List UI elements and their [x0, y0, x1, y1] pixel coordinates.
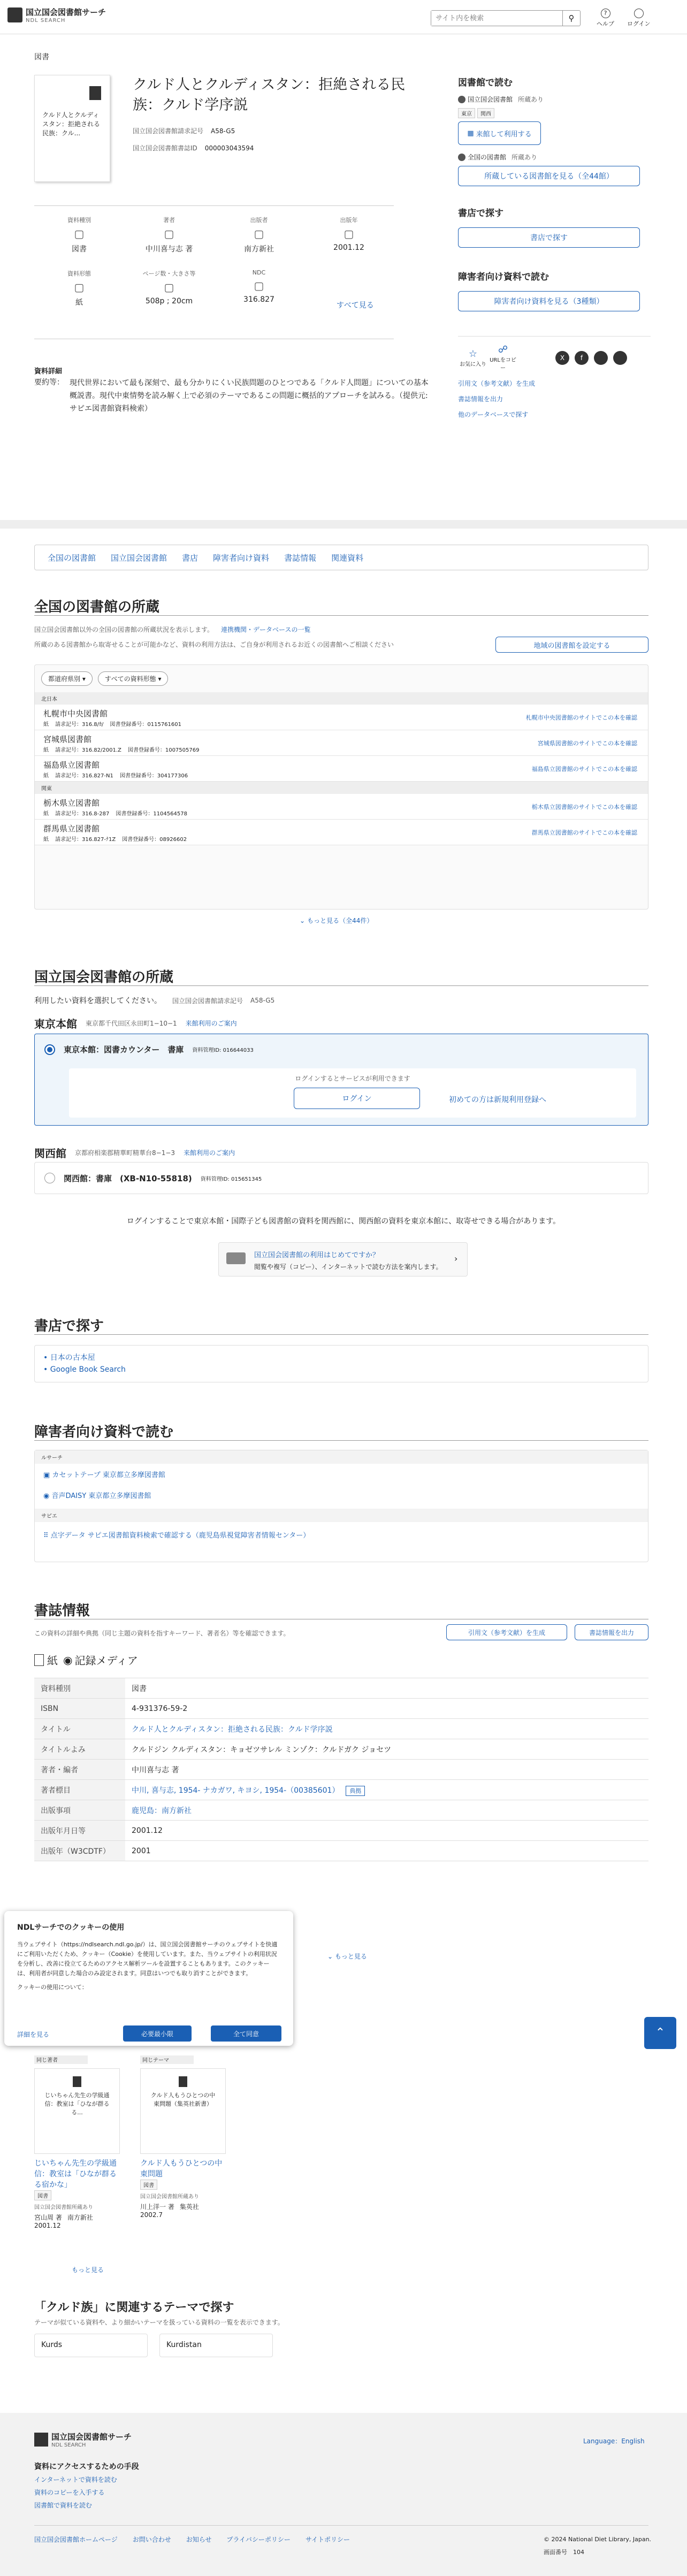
- related-availability: 国立国会図書館所蔵あり: [140, 2194, 199, 2200]
- authority-button[interactable]: 典拠: [346, 1786, 365, 1796]
- bib-value-cell: [125, 1719, 648, 1739]
- library-code: 図書登録番号：1007505769: [127, 747, 200, 753]
- facet-6: [214, 269, 304, 323]
- related-thumb: [34, 2068, 120, 2154]
- bib-value-cell: [125, 1841, 648, 1861]
- tokyo-address: 東京都千代田区永田町1−10−1: [86, 1020, 177, 1027]
- ndl-call-label: 国立国会図書館請求記号: [172, 997, 243, 1005]
- library-row: [35, 794, 648, 820]
- group-label: サピエ: [35, 1509, 648, 1522]
- bib-row: [34, 1699, 648, 1719]
- theme-note: テーマが似ている資料や、より細かいテーマを扱っている資料の一覧を表示できます。: [34, 2319, 284, 2326]
- bib-value: 中川, 喜与志, 1954- ナカガワ, キヨシ, 1954-（00385601）: [132, 1786, 340, 1795]
- accessible-item[interactable]: [35, 1464, 648, 1485]
- group-label: ルサーチ: [35, 1450, 648, 1464]
- related-thumb-text: じいちゃん先生の学級通信：教室は「ひなが群るる...: [44, 2092, 110, 2116]
- bib-value: 中川喜与志 著: [132, 1765, 179, 1775]
- ruler-icon: ▢: [164, 281, 174, 294]
- library-form: 紙: [43, 837, 49, 843]
- login-label: ログイン: [627, 20, 651, 27]
- logo-title: 国立国会図書館サーチ: [26, 7, 106, 17]
- tokyo-item-id: 資料管理ID: 016644033: [192, 1048, 254, 1053]
- library-icon: [458, 154, 465, 161]
- ndl-call-value: A58-G5: [250, 997, 275, 1004]
- accessible-item-label: カセットテープ 東京都立多摩図書館: [52, 1471, 165, 1479]
- summary-heading: 資料詳細: [34, 368, 63, 376]
- related-form: 図書: [140, 2180, 157, 2190]
- cookie-note: クッキーの使用について：: [17, 1984, 88, 1991]
- library-call: 請求記号：316.8-287: [55, 811, 110, 817]
- tokyo-radio[interactable]: [44, 1044, 55, 1055]
- footer-bottom-link[interactable]: お知らせ: [186, 2536, 212, 2543]
- register-link[interactable]: 初めての方は新規利用登録へ: [449, 1096, 546, 1104]
- bib-value-cell: [125, 1780, 648, 1800]
- region-button[interactable]: 地域の図書館を設定する: [495, 637, 648, 653]
- region-label: 関東: [35, 782, 648, 794]
- screen-number: 画面番号 104: [544, 2549, 584, 2556]
- kansai-address: 京都府相楽郡精華町精華台8−1−3: [75, 1149, 175, 1157]
- ndl-availability: 所蔵あり: [518, 96, 544, 103]
- bib-value: 鹿児島：南方新社: [132, 1806, 192, 1815]
- library-form: 紙: [43, 722, 49, 728]
- summary-text: 現代世界において最も深刻で、最も分かりにくい民族問題のひとつである「クルド人問題」についての基本概説書。現代中東情勢を読み解く上で必須のテーマであるこの問題に概括的アプローチを試みる。（提供元: サピエ図書館資料検索）: [70, 379, 429, 413]
- facet-1: [124, 216, 214, 269]
- bib-row: [34, 1760, 648, 1780]
- more-libraries-link[interactable]: [300, 916, 373, 925]
- facet-4: [34, 269, 124, 323]
- theme-heading: 「クルド族」に関連するテーマで探す: [34, 2301, 234, 2314]
- bib-value: 図書: [132, 1684, 147, 1693]
- bib-value-cell: [125, 1800, 648, 1821]
- facet-label: 出版者: [250, 217, 268, 224]
- bib-row: [34, 1841, 648, 1861]
- ndl-label: 国立国会図書館: [468, 96, 513, 103]
- help-label: ヘルプ: [597, 20, 614, 27]
- footer-bottom-link[interactable]: 国立国会図書館ホームページ: [34, 2536, 118, 2543]
- footer-link[interactable]: 資料のコピーを入手する: [34, 2489, 105, 2496]
- disc-icon: ◉: [63, 1653, 73, 1667]
- accessible-item[interactable]: [35, 1485, 648, 1505]
- kansai-option-card[interactable]: [34, 1162, 648, 1194]
- national-note: 国立国会図書館以外の全国の図書館の所蔵状況を表示します。: [34, 626, 214, 633]
- ndl-login-button[interactable]: ログイン: [294, 1088, 420, 1109]
- bib-key: タイトル: [34, 1719, 125, 1739]
- related-author-tag: 同じ著者: [34, 2055, 88, 2064]
- cite-link[interactable]: 引用文（参考文献）を生成: [458, 380, 536, 387]
- store-link-label: 日本の古本屋: [50, 1354, 95, 1362]
- related-book[interactable]: [140, 2068, 226, 2219]
- accessible-section-heading: 障害者向け資料で読む: [34, 1424, 174, 1440]
- facet-label: 資料種別: [67, 217, 91, 224]
- facet-value: 2001.12: [333, 243, 364, 252]
- section-divider: [0, 520, 687, 529]
- library-meta: [43, 809, 187, 817]
- help-button[interactable]: [597, 9, 614, 28]
- related-form: 図書: [34, 2190, 51, 2200]
- paper-icon: ▢: [74, 281, 85, 294]
- copy-url-button[interactable]: [488, 344, 518, 371]
- footer-bottom-link[interactable]: サイトポリシー: [305, 2536, 350, 2543]
- tab-5[interactable]: 関連資料: [331, 553, 364, 563]
- library-name: 福島県立図書館: [43, 760, 100, 770]
- related-title: じいちゃん先生の学級通信：教室は「ひなが群るる宿かな」: [34, 2159, 117, 2189]
- logo-subtitle: NDL SEARCH: [26, 18, 66, 24]
- footer-link[interactable]: インターネットで資料を読む: [34, 2476, 117, 2483]
- bib-value-cell: [125, 1678, 648, 1699]
- bib-id-label: 国立国会図書館書誌ID: [133, 144, 197, 152]
- login-note: ログインするとサービスが利用できます: [295, 1075, 410, 1082]
- footer-logo-title: 国立国会図書館サーチ: [51, 2432, 132, 2442]
- footer-logo-subtitle: NDL SEARCH: [51, 2442, 86, 2448]
- partners-link[interactable]: 連携機関・データベースの一覧: [221, 626, 311, 633]
- bib-value: 2001.12: [132, 1826, 163, 1835]
- library-form: 紙: [43, 773, 49, 779]
- library-call: 請求記号：316.8/ｶ/: [55, 722, 104, 728]
- book-icon: [73, 2076, 81, 2087]
- breadcrumb: 図書: [34, 53, 49, 62]
- bib-value-cell: [125, 1739, 648, 1760]
- cookie-necessary-button[interactable]: 必要最小限: [123, 2025, 192, 2042]
- facet-2: [214, 216, 304, 269]
- media-paper: 紙: [47, 1654, 58, 1667]
- related-publisher: 南方新社: [67, 2214, 93, 2221]
- accessible-item[interactable]: [35, 1522, 648, 1547]
- format-filter[interactable]: すべての資料形態 ▾: [98, 671, 169, 686]
- kansai-radio[interactable]: [44, 1173, 55, 1183]
- call-number-label: 国立国会図書館請求記号: [133, 127, 204, 135]
- bib-id-value: 000003043594: [204, 144, 254, 152]
- tab-1[interactable]: 国立国会図書館: [111, 553, 167, 563]
- region-label: 北日本: [35, 692, 648, 705]
- heading-rule: [34, 615, 648, 616]
- footer-link[interactable]: 図書館で資料を読む: [34, 2502, 93, 2509]
- car-icon: [226, 1252, 246, 1264]
- library-form: 紙: [43, 747, 49, 753]
- show-all-link[interactable]: すべて見る: [337, 301, 374, 310]
- page-title: クルド人とクルディスタン：拒絶される民族：クルド学序説: [133, 77, 406, 113]
- first-time-card[interactable]: [218, 1242, 468, 1276]
- ndl-icon: [458, 96, 465, 103]
- cassette-icon: ▣: [43, 1471, 50, 1479]
- footer-bottom-link[interactable]: プライバシーポリシー: [226, 2536, 291, 2543]
- library-site-link[interactable]: 栃木県立図書館のサイトでこの本を確認: [531, 804, 637, 811]
- favorite-label: お気に入り: [460, 361, 486, 368]
- bib-key: 著者・編者: [34, 1760, 125, 1780]
- footer-bottom-link[interactable]: お問い合わせ: [132, 2536, 171, 2543]
- line-icon[interactable]: [594, 351, 608, 365]
- chevron-down-icon: ⌄: [300, 916, 306, 924]
- site-logo[interactable]: [7, 6, 106, 24]
- accessible-item-label: 音声DAISY 東京都立多摩図書館: [51, 1492, 151, 1500]
- bib-more-link[interactable]: ⌄ もっと見る: [327, 1953, 367, 1960]
- tab-0[interactable]: 全国の図書館: [48, 553, 96, 563]
- store-link-kosho[interactable]: • 日本の古本屋: [43, 1354, 95, 1362]
- accessible-heading: 障害者向け資料で読む: [458, 272, 549, 282]
- heading-rule: [34, 1334, 648, 1335]
- library-row: [35, 756, 648, 782]
- facet-label: NDC: [252, 269, 266, 276]
- library-code: 図書登録番号：0115761601: [110, 722, 181, 728]
- building-icon: ▢: [254, 227, 264, 240]
- building-icon: ▦: [467, 129, 474, 137]
- heading-rule: [34, 985, 648, 986]
- facet-value: 中川喜与志 著: [145, 245, 193, 254]
- library-name: 群馬県立図書館: [43, 824, 100, 834]
- scroll-top-icon[interactable]: ⌃: [644, 2017, 676, 2049]
- book-icon: [179, 2076, 187, 2087]
- facet-value: 紙: [75, 299, 83, 307]
- summary-label: 要約等：: [34, 378, 64, 387]
- national-heading: 全国の図書館の所蔵: [34, 599, 160, 615]
- book-icon: [89, 86, 101, 100]
- holders-button[interactable]: 所蔵している図書館を見る（全44館）: [458, 166, 640, 186]
- bib-key: タイトルよみ: [34, 1739, 125, 1760]
- paper-icon: [34, 1654, 44, 1666]
- related-year: 2002.7: [140, 2211, 163, 2219]
- tokyo-tag: 東京: [458, 108, 475, 118]
- bib-table: [34, 1678, 648, 1861]
- library-site-link[interactable]: 福島県立図書館のサイトでこの本を確認: [531, 766, 637, 773]
- theme-item[interactable]: Kurds: [34, 2334, 148, 2357]
- store-link-label: Google Book Search: [50, 1365, 126, 1374]
- bib-key: ISBN: [34, 1699, 125, 1719]
- thumbnail-title: クルド人とクルディスタン：拒絶される民族：クル...: [42, 111, 101, 137]
- store-button[interactable]: 書店で探す: [458, 227, 640, 248]
- tab-3[interactable]: 障害者向け資料: [213, 553, 270, 563]
- library-name: 宮城県図書館: [43, 735, 92, 744]
- facet-label: 出版年: [340, 217, 358, 224]
- facet-label: 著者: [163, 217, 175, 224]
- footer-access-heading: 資料にアクセスするための手段: [34, 2463, 139, 2471]
- cookie-accept-button[interactable]: 全て同意: [211, 2025, 281, 2042]
- ndl-logo-icon: [34, 2433, 48, 2447]
- facet-label: ページ数・大きさ等: [142, 270, 196, 277]
- login-panel: [69, 1068, 636, 1118]
- tab-2[interactable]: 書店: [182, 553, 199, 563]
- theme-item[interactable]: Kurdistan: [159, 2334, 273, 2357]
- favorite-button[interactable]: [458, 348, 488, 368]
- ndl-heading: 国立国会図書館の所蔵: [34, 969, 174, 985]
- tokyo-guide-link[interactable]: 来館利用のご案内: [185, 1020, 237, 1027]
- library-form: 紙: [43, 811, 49, 817]
- section-tabs: [34, 545, 648, 570]
- cookie-banner: [4, 1911, 293, 2046]
- ndl-prompt: 利用したい資料を選択してください。: [34, 997, 162, 1005]
- language-link[interactable]: Language：English: [583, 2437, 645, 2445]
- library-row: [35, 705, 648, 730]
- bib-heading: 書誌情報: [34, 1603, 90, 1619]
- library-list: [34, 664, 648, 909]
- related-availability: 国立国会図書館所蔵あり: [34, 2205, 93, 2211]
- bib-value: 2001: [132, 1846, 151, 1855]
- facet-value: 図書: [72, 245, 87, 254]
- bib-description: この資料の詳細や典拠（同じ主題の資料を指すキーワード、著者名）等を確認できます。: [34, 1630, 290, 1637]
- bib-cite-button[interactable]: 引用文（参考文献）を生成: [446, 1624, 567, 1640]
- related-year: 2001.12: [34, 2222, 61, 2229]
- accessible-item-label: 点字データ サピエ図書館資料検索で確認する（鹿児島県視覚障害者情報センター）: [50, 1532, 310, 1540]
- library-meta: [43, 771, 188, 779]
- store-links: [34, 1345, 648, 1382]
- kansai-option-label: 関西館：書庫 (XB-N10-55818): [64, 1173, 192, 1183]
- pen-icon: ▢: [164, 227, 174, 240]
- library-code: 図書登録番号：08926602: [122, 837, 187, 843]
- facebook-icon[interactable]: f: [575, 351, 589, 365]
- login-button[interactable]: [627, 9, 650, 28]
- search-icon[interactable]: ⚲: [562, 11, 580, 26]
- book-icon: ▢: [74, 227, 85, 240]
- related-thumb-text: クルド人もうひとつの中東問題（集英社新書）: [150, 2092, 216, 2107]
- bib-row: [34, 1780, 648, 1800]
- related-author: 川上洋一 著: [140, 2203, 174, 2211]
- bib-key: 資料種別: [34, 1678, 125, 1699]
- bib-row: [34, 1821, 648, 1841]
- related-more-link[interactable]: もっと見る: [72, 2266, 104, 2274]
- book-thumbnail: [34, 75, 110, 182]
- visit-button-label: 来館して利用する: [476, 130, 532, 139]
- bib-value: クルド人とクルディスタン：拒絶される民族：クルド学序説: [132, 1725, 333, 1734]
- heading-rule: [34, 1440, 648, 1441]
- library-row: [35, 730, 648, 756]
- accessible-list: [34, 1450, 648, 1562]
- visit-button[interactable]: [458, 121, 541, 145]
- bib-value: クルドジン クルディスタン：キョゼツサレル ミンゾク：クルドガク ジョセツ: [132, 1745, 392, 1754]
- bib-value-cell: [125, 1821, 648, 1841]
- user-icon: [634, 9, 644, 18]
- export-link[interactable]: 書誌情報を出力: [458, 395, 503, 403]
- kansai-item-id: 資料管理ID: 015651345: [200, 1176, 262, 1182]
- kansai-guide-link[interactable]: 来館利用のご案内: [184, 1149, 235, 1157]
- first-time-title: 国立国会図書館の利用はじめてですか？: [254, 1251, 380, 1259]
- more-libraries-label: もっと見る（全44件）: [307, 917, 373, 924]
- facet-0: [34, 216, 124, 269]
- library-site-link[interactable]: 札幌市中央図書館のサイトでこの本を確認: [525, 714, 637, 721]
- bib-key: 出版事項: [34, 1800, 125, 1821]
- calendar-icon: ▢: [344, 227, 354, 240]
- facet-value: 508p ; 20cm: [145, 297, 193, 305]
- library-site-link[interactable]: 宮城県図書館のサイトでこの本を確認: [537, 740, 637, 747]
- related-thumb: [140, 2068, 226, 2154]
- bib-value-cell: [125, 1760, 648, 1780]
- prefecture-filter-label: 都道府県別: [48, 675, 81, 683]
- x-icon[interactable]: X: [555, 351, 569, 365]
- related-publisher: 集英社: [179, 2203, 199, 2211]
- all-libraries-availability: 所蔵あり: [512, 154, 538, 161]
- related-title: クルド人もうひとつの中東問題: [140, 2159, 223, 2178]
- bib-value-cell: [125, 1699, 648, 1719]
- site-footer: [0, 2413, 687, 2576]
- help-icon: ?: [601, 9, 610, 18]
- link-icon: ☍: [498, 344, 508, 355]
- bib-row: [34, 1739, 648, 1760]
- cookie-title: NDLサーチでのクッキーの使用: [17, 1923, 125, 1932]
- read-heading: 図書館で読む: [458, 78, 513, 88]
- store-link-google[interactable]: • Google Book Search: [43, 1365, 126, 1374]
- bib-value: 4-931376-59-2: [132, 1704, 188, 1713]
- facet-value: 316.827: [243, 295, 274, 304]
- related-meta: [140, 2202, 226, 2211]
- chevron-right-icon: ›: [454, 1253, 458, 1264]
- copy-url-label: URLをコピー: [490, 357, 516, 371]
- disc-icon: ◉: [43, 1492, 50, 1500]
- related-book[interactable]: [34, 2068, 120, 2229]
- bib-row: [34, 1678, 648, 1699]
- footer-rule: [34, 2525, 648, 2526]
- bib-row: [34, 1800, 648, 1821]
- facet-value: 南方新社: [244, 245, 274, 254]
- all-libraries-label: 全国の図書館: [468, 154, 507, 161]
- cookie-detail-link[interactable]: 詳細を見る: [17, 2031, 50, 2038]
- bib-more-label: もっと見る: [334, 1953, 367, 1960]
- accessible-button[interactable]: 障害者向け資料を見る（3種類）: [458, 291, 640, 311]
- mail-icon[interactable]: [613, 351, 627, 365]
- bib-export-button[interactable]: 書誌情報を出力: [575, 1624, 648, 1640]
- ndc-icon: ▢: [254, 279, 264, 292]
- library-name: 栃木県立図書館: [43, 798, 100, 808]
- braille-icon: ⠿: [43, 1532, 49, 1540]
- related-author: 宮山周 著: [34, 2214, 62, 2221]
- related-meta: [34, 2213, 120, 2222]
- national-note2: 所蔵のある図書館から取寄せることが可能かなど、資料の利用方法は、ご自身が利用されるお近くの図書館へご相談ください: [34, 641, 394, 648]
- library-call: 請求記号：316.827-ﾅ1Z: [55, 837, 116, 843]
- site-header: [0, 0, 687, 34]
- call-number-value: A58-G5: [211, 127, 235, 135]
- search-box: [431, 10, 581, 26]
- transfer-note: ログインすることで東京本館・国際子ども図書館の資料を関西館に、関西館の資料を東京本館に、取寄せできる場合があります。: [126, 1217, 561, 1226]
- library-meta: [43, 835, 187, 843]
- media-label: 記録メディア: [74, 1654, 138, 1667]
- library-code: 図書登録番号：304177306: [119, 773, 188, 779]
- kansai-heading: 関西館: [34, 1147, 66, 1160]
- kansai-tag: 関西: [477, 108, 494, 118]
- bib-key: 著者標目: [34, 1780, 125, 1800]
- footer-logo[interactable]: [34, 2431, 132, 2448]
- copyright: © 2024 National Diet Library, Japan.: [544, 2536, 652, 2543]
- ndl-logo-icon: [7, 7, 22, 22]
- library-code: 図書登録番号：1104564578: [116, 811, 187, 817]
- library-call: 請求記号：316.827-N1: [55, 773, 113, 779]
- first-time-subtitle: 閲覧や複写（コピー）、インターネットで読む方法を案内します。: [254, 1263, 442, 1271]
- library-row: [35, 820, 648, 845]
- facet-3: [304, 216, 394, 269]
- library-call: 請求記号：316.82/2001.Z: [55, 747, 121, 753]
- store-section-heading: 書店で探す: [34, 1318, 104, 1334]
- star-icon: ☆: [468, 348, 478, 360]
- store-heading: 書店で探す: [458, 208, 503, 219]
- bib-key: 出版年（W3CDTF）: [34, 1841, 125, 1861]
- library-site-link[interactable]: 群馬県立図書館のサイトでこの本を確認: [531, 829, 637, 836]
- bib-key: 出版年月日等: [34, 1821, 125, 1841]
- format-filter-label: すべての資料形態: [104, 675, 156, 683]
- library-meta: [43, 720, 181, 728]
- prefecture-filter[interactable]: 都道府県別 ▾: [41, 671, 93, 686]
- facet-5: [124, 269, 214, 323]
- search-input[interactable]: [431, 11, 562, 26]
- facet-label: 資料形態: [67, 270, 91, 277]
- other-db-link[interactable]: 他のデータベースで探す: [458, 411, 529, 418]
- tokyo-option-card[interactable]: [34, 1034, 648, 1126]
- library-meta: [43, 745, 199, 753]
- related-theme-tag: 同じテーマ: [140, 2055, 194, 2064]
- facet-grid: [34, 205, 394, 339]
- cookie-body: 当ウェブサイト（https://ndlsearch.ndl.go.jp/）は、国立国会図書館サーチのウェブサイトを快適にご利用いただくため、クッキー（Cookie）を使用しています。また、当ウェブサイトの利用状況を分析し、改善に役立てるためのアクセス解析ツールを設置することもあります。このクッキーは、利用者が同意した場合のみ設定されます。同意はいつでも取り消すことができます。: [17, 1941, 278, 1977]
- tokyo-option-label: 東京本館：図書カウンター 書庫: [64, 1045, 184, 1054]
- bib-row: [34, 1719, 648, 1739]
- library-name: 札幌市中央図書館: [43, 709, 108, 718]
- tokyo-heading: 東京本館: [34, 1018, 77, 1030]
- sidebar: [458, 75, 651, 419]
- tab-4[interactable]: 書誌情報: [284, 553, 317, 563]
